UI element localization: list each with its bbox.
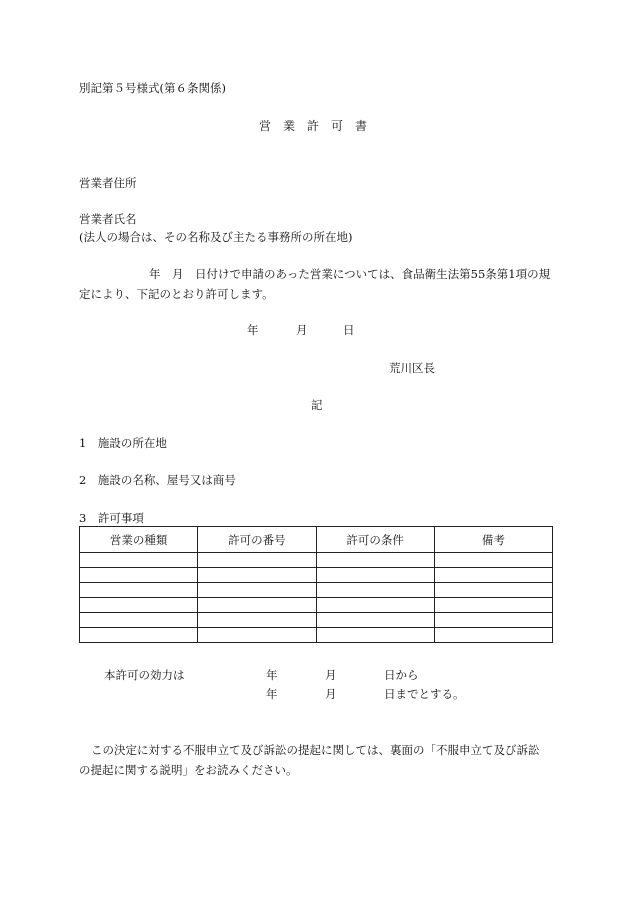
table-cell	[316, 613, 434, 628]
table-row	[80, 613, 553, 628]
table-row	[80, 598, 553, 613]
body-line-2: 定により、下記のとおり許可します。	[79, 287, 274, 301]
table-cell	[316, 583, 434, 598]
table-cell	[434, 598, 552, 613]
table-cell	[80, 598, 198, 613]
table-cell	[316, 553, 434, 568]
table-cell	[198, 613, 316, 628]
table-cell	[198, 568, 316, 583]
item-permit-matters: 3 許可事項	[79, 511, 144, 525]
validity-from-day: 日から	[384, 668, 419, 682]
table-cell	[198, 628, 316, 643]
date-day: 日	[343, 323, 355, 337]
validity-from-year: 年	[266, 668, 278, 682]
table-cell	[434, 613, 552, 628]
table-cell	[80, 613, 198, 628]
table-cell	[80, 553, 198, 568]
validity-until-day: 日までとする。	[384, 687, 465, 701]
table-cell	[316, 568, 434, 583]
item-facility-location: 1 施設の所在地	[79, 436, 167, 450]
validity-label: 本許可の効力は	[104, 668, 185, 682]
table-header-row	[80, 527, 553, 553]
form-label: 別記第５号様式(第６条関係)	[79, 81, 226, 95]
ki-heading: 記	[311, 398, 323, 412]
date-month: 月	[296, 323, 308, 337]
table-cell	[434, 568, 552, 583]
table-row	[80, 583, 553, 598]
header-permit-conditions: 許可の条件	[316, 527, 434, 553]
notice-line-1: この決定に対する不服申立て及び訴訟の提起に関しては、裏面の「不服申立て及び訴訟	[91, 743, 540, 757]
header-permit-number: 許可の番号	[198, 527, 316, 553]
notice-line-2: の提起に関する説明」をお読みください。	[79, 763, 298, 777]
table-row	[80, 628, 553, 643]
corporate-note: (法人の場合は、その名称及び主たる事務所の所在地)	[79, 230, 353, 244]
table-cell	[316, 598, 434, 613]
table-cell	[80, 568, 198, 583]
table-cell	[316, 628, 434, 643]
validity-until-year: 年	[266, 687, 278, 701]
permit-table	[79, 526, 553, 643]
issuer: 荒川区長	[389, 361, 435, 375]
table-cell	[198, 583, 316, 598]
table-cell	[80, 583, 198, 598]
table-cell	[80, 628, 198, 643]
validity-until-month: 月	[325, 687, 337, 701]
business-name-label: 営業者氏名	[79, 212, 137, 226]
table-cell	[198, 598, 316, 613]
table-cell	[434, 583, 552, 598]
table-cell	[198, 553, 316, 568]
table-cell	[434, 628, 552, 643]
document-title: 営 業 許 可 書	[259, 119, 368, 133]
business-address-label: 営業者住所	[79, 176, 137, 190]
date-year: 年	[247, 323, 259, 337]
table-row	[80, 568, 553, 583]
header-business-type: 営業の種類	[80, 527, 198, 553]
table-cell	[434, 553, 552, 568]
validity-from-month: 月	[325, 668, 337, 682]
item-facility-name: 2 施設の名称、屋号又は商号	[79, 473, 236, 487]
body-line-1: 年 月 日付けで申請のあった営業については、食品衛生法第55条第1項の規	[149, 267, 551, 281]
table-row	[80, 553, 553, 568]
header-remarks: 備考	[434, 527, 552, 553]
